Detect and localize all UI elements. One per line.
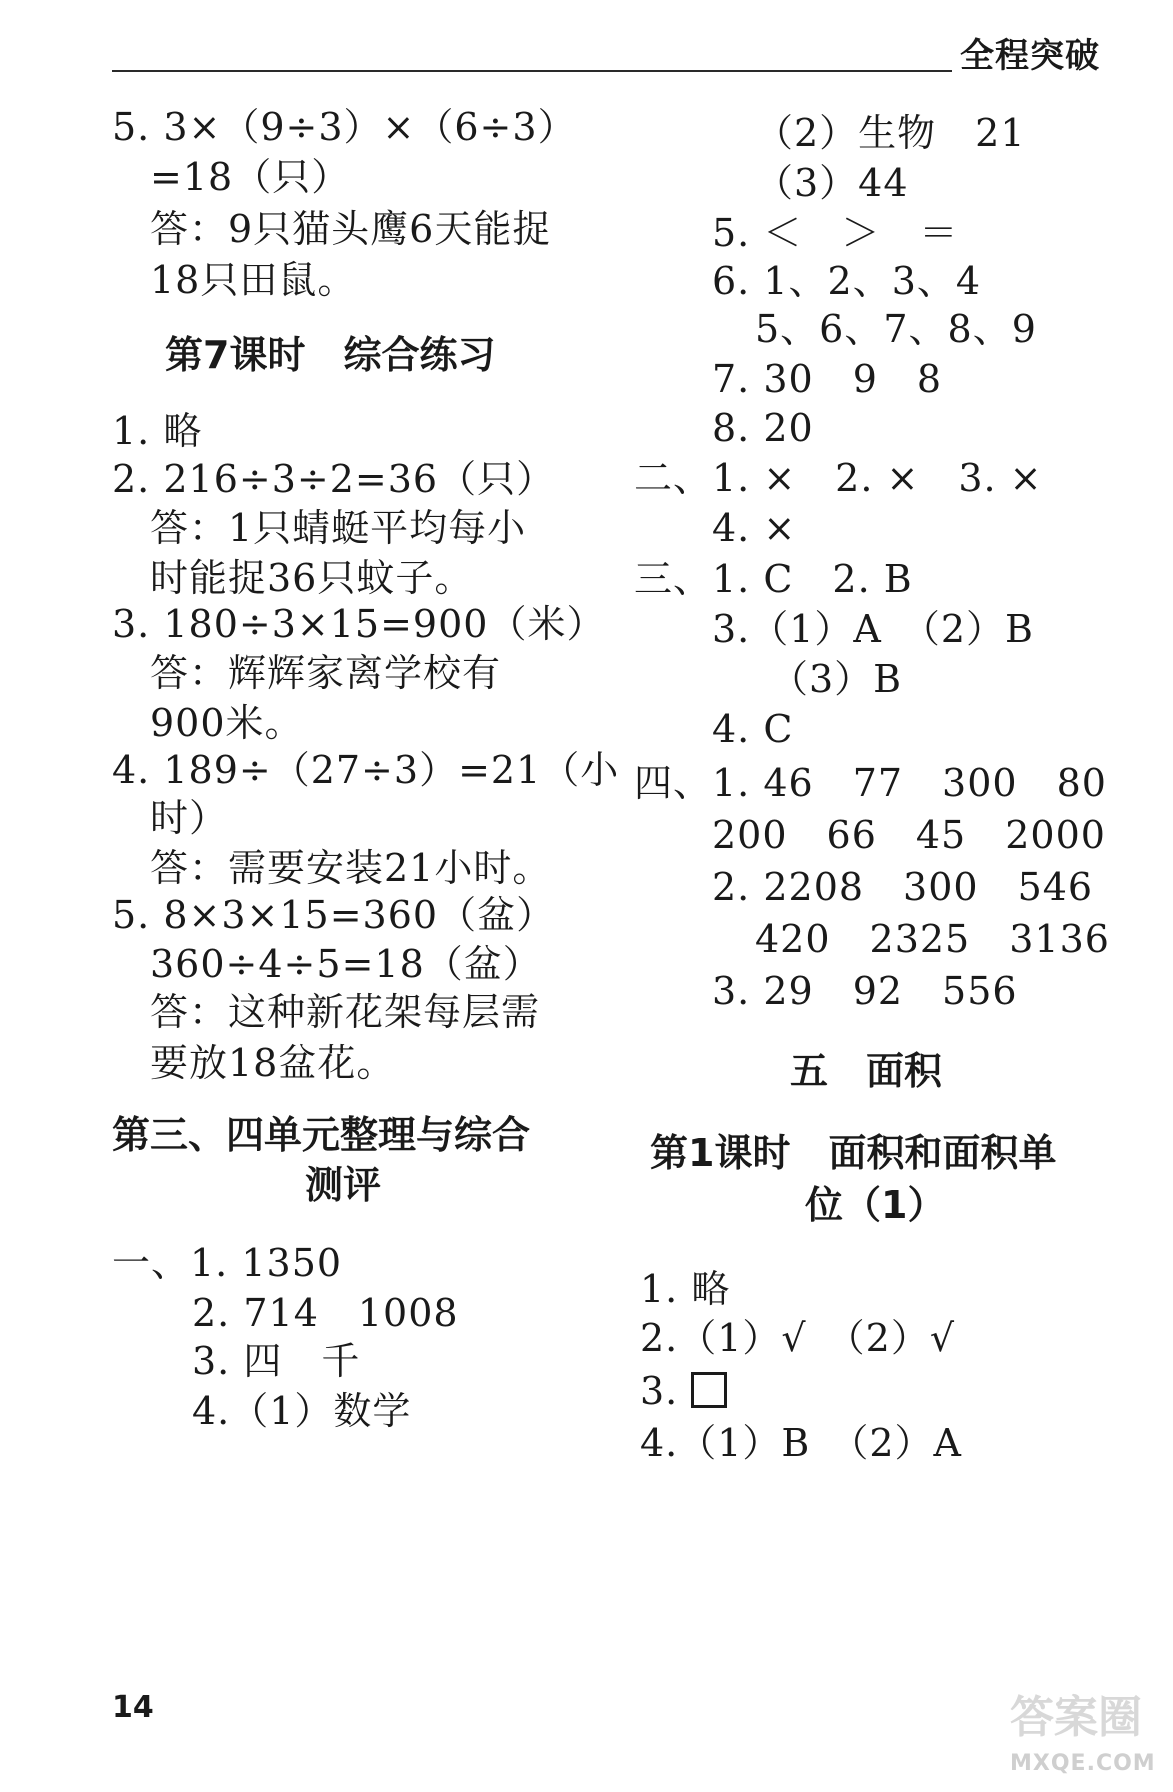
answer-line: 4.（1）数学 (192, 1389, 412, 1433)
answer-line: 2. 216÷3÷2=36（只） (112, 457, 556, 501)
answer-line: 5. ＜ ＞ ＝ (712, 211, 959, 255)
section-heading: 测评 (305, 1163, 382, 1207)
section-heading: 第三、四单元整理与综合 (112, 1113, 531, 1157)
page-number: 14 (112, 1690, 154, 1725)
watermark-text: 答案圈 (1010, 1692, 1142, 1743)
answer-line: 要放18盆花。 (150, 1041, 396, 1085)
answer-line: 2. 714 1008 (192, 1291, 459, 1335)
answer-line: 5. 8×3×15=360（盆） (112, 893, 556, 937)
answer-line: 420 2325 3136 (755, 917, 1110, 961)
answer-line: （2）生物 21 (755, 111, 1026, 155)
answer-line: 3. 四 千 (192, 1339, 361, 1383)
answer-line: 200 66 45 2000 (712, 813, 1106, 857)
answer-line: 900米。 (150, 701, 304, 745)
answer-number: 3. (640, 1369, 679, 1413)
answer-line: 4. C (712, 707, 794, 751)
answer-line: 3. 29 92 556 (712, 969, 1018, 1013)
answer-line: 四、1. 46 77 300 80 (634, 761, 1107, 805)
answer-line: 4. × (712, 506, 797, 550)
answer-line: 2.（1）√ （2）√ (640, 1316, 956, 1360)
answer-line: 4.（1）B （2）A (640, 1421, 962, 1465)
answer-line: 三、1. C 2. B (634, 557, 913, 601)
answer-line: 答：需要安装21小时。 (150, 846, 552, 890)
answer-line: 1. 略 (112, 409, 203, 453)
answer-line: 360÷4÷5=18（盆） (150, 942, 542, 986)
answer-line: 1. 略 (640, 1267, 731, 1311)
section-heading: 五 面积 (790, 1049, 943, 1093)
answer-line: 5、6、7、8、9 (755, 307, 1037, 351)
header-rule (112, 70, 952, 72)
square-icon (691, 1372, 727, 1408)
brand-title: 全程突破 (960, 36, 1100, 76)
answer-line: 时能捉36只蚊子。 (150, 556, 474, 600)
watermark-url: MXQE.COM (1010, 1751, 1156, 1776)
answer-line: 答：9只猫头鹰6天能捉 (150, 207, 552, 251)
answer-line: 8. 20 (712, 406, 814, 450)
answer-line: 3. 180÷3×15=900（米） (112, 602, 606, 646)
watermark (1010, 1690, 1170, 1790)
answer-line: 3.（1）A （2）B (712, 607, 1034, 651)
section-heading: 第1课时 面积和面积单 (650, 1131, 1057, 1175)
answer-line: 二、1. × 2. × 3. × (634, 456, 1043, 500)
answer-line: 6. 1、2、3、4 (712, 259, 982, 303)
answer-line: 答：辉辉家离学校有 (150, 651, 502, 695)
section-heading: 第7课时 综合练习 (165, 333, 496, 377)
answer-line: （3）44 (755, 161, 909, 205)
answer-line: 18只田鼠。 (150, 258, 357, 302)
answer-line: =18（只） (150, 155, 351, 199)
answer-line: 7. 30 9 8 (712, 357, 943, 401)
answer-line: 答：这种新花架每层需 (150, 990, 541, 1034)
section-heading: 位（1） (805, 1183, 946, 1227)
answer-line: 4. 189÷（27÷3）=21（小 (112, 748, 620, 792)
answer-line: 2. 2208 300 546 (712, 865, 1094, 909)
answer-line: 一、1. 1350 (112, 1241, 343, 1285)
answer-line: 答：1只蜻蜓平均每小 (150, 506, 527, 550)
answer-line: 时） (150, 796, 229, 840)
answer-line (640, 1368, 727, 1414)
answer-line: （3）B (770, 657, 903, 701)
answer-line: 5. 3×（9÷3）×（6÷3） (112, 105, 577, 149)
